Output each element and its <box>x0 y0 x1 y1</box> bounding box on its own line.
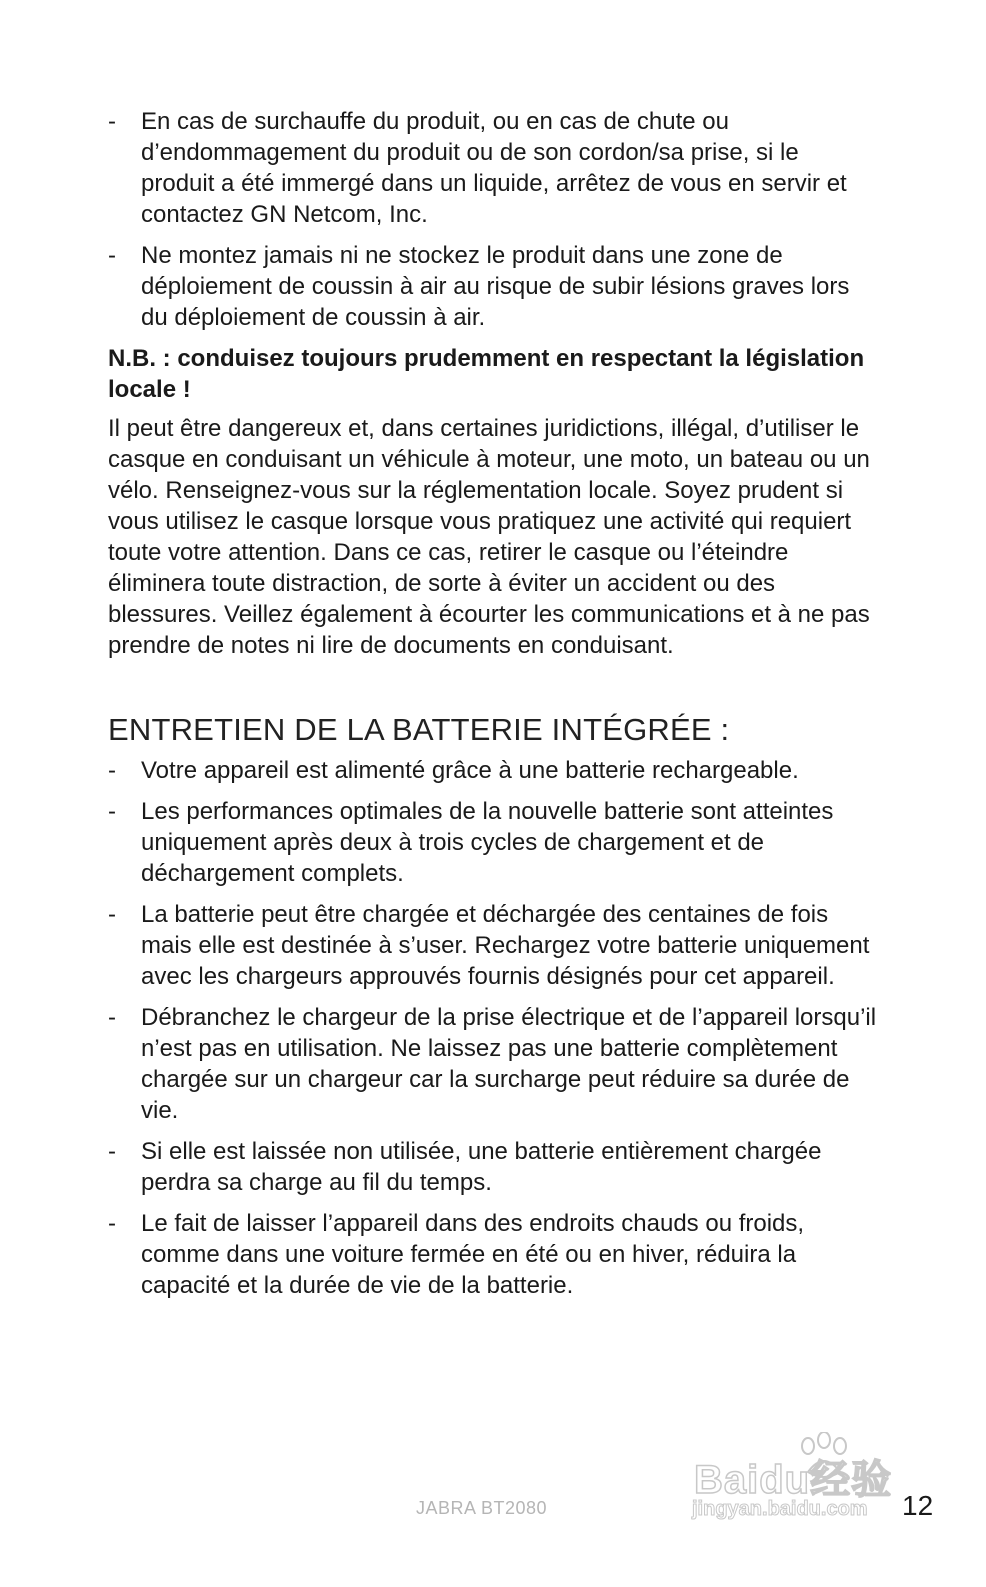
note-title: N.B. : conduisez toujours prudemment en respectant la législation locale ! <box>108 345 865 403</box>
list-item <box>108 1002 878 1126</box>
battery-bullet-text: Votre appareil est alimenté grâce à une batterie rechargeable. <box>141 757 799 784</box>
watermark-text: Baidu经验 <box>694 1458 893 1502</box>
footer-brand: JABRA BT2080 <box>416 1498 548 1518</box>
list-item <box>108 1136 878 1198</box>
battery-bullet-text: Le fait de laisser l’appareil dans des endroits chauds ou froids, comme dans une voiture fermée en été ou en hiver, réduira la capacité et la durée de vie de la batterie. <box>141 1210 805 1299</box>
battery-bullet-text: Débranchez le chargeur de la prise électrique et de l’appareil lorsqu’il n’est pas en utilisation. Ne laissez pas une batterie complètement chargée sur un chargeur car la surcharge peut réduire sa durée de vie. <box>141 1004 877 1124</box>
section-heading: ENTRETIEN DE LA BATTERIE INTÉGRÉE : <box>108 712 730 747</box>
bullet-dash: - <box>108 901 116 928</box>
bullet-dash: - <box>108 108 116 135</box>
battery-bullet-text: Si elle est laissée non utilisée, une batterie entièrement chargée perdra sa charge au fil du temps. <box>141 1138 822 1196</box>
bullet-dash: - <box>108 757 116 784</box>
bullet-dash: - <box>108 1004 116 1031</box>
battery-bullet-text: Les performances optimales de la nouvelle batterie sont atteintes uniquement après deux à trois cycles de chargement et de déchargement complets. <box>141 798 834 887</box>
page-content <box>108 106 878 1311</box>
baidu-watermark <box>686 1418 916 1528</box>
list-item <box>108 240 878 333</box>
page-number: 12 <box>902 1490 934 1521</box>
safety-bullet-airbag: Ne montez jamais ni ne stockez le produit dans une zone de déploiement de coussin à air au risque de subir lésions graves lors du déploiement de coussin à air. <box>141 242 850 331</box>
list-item <box>108 755 878 786</box>
watermark-url: jingyan.baidu.com <box>692 1498 868 1520</box>
safety-bullet-overheat: En cas de surchauffe du produit, ou en cas de chute ou d’endommagement du produit ou de son cordon/sa prise, si le produit a été immergé dans un liquide, arrêtez de vous en servir et contactez GN Netcom, Inc. <box>141 108 847 228</box>
bullet-dash: - <box>108 1138 116 1165</box>
list-item <box>108 796 878 889</box>
bullet-dash: - <box>108 1210 116 1237</box>
note-body: Il peut être dangereux et, dans certaines juridictions, illégal, d’utiliser le casque en conduisant un véhicule à moteur, une moto, un bateau ou un vélo. Renseignez-vous sur la réglementation locale. Soyez prudent si vous utilisez le casque lorsque vous pratiquez une activité qui requiert toute votre attention. Dans ce cas, retirer le casque ou l’éteindre éliminera toute distraction, de sorte à éviter un accident ou des blessures. Veillez également à écourter les communications et à ne pas prendre de notes ni lire de documents en conduisant. <box>108 415 870 659</box>
list-item <box>108 899 878 992</box>
bullet-dash: - <box>108 242 116 269</box>
list-item <box>108 106 878 230</box>
battery-bullet-text: La batterie peut être chargée et déchargée des centaines de fois mais elle est destinée à s’user. Rechargez votre batterie uniquement avec les chargeurs approuvés fournis désignés pour cet appareil. <box>141 901 870 990</box>
list-item <box>108 1208 878 1301</box>
bullet-dash: - <box>108 798 116 825</box>
